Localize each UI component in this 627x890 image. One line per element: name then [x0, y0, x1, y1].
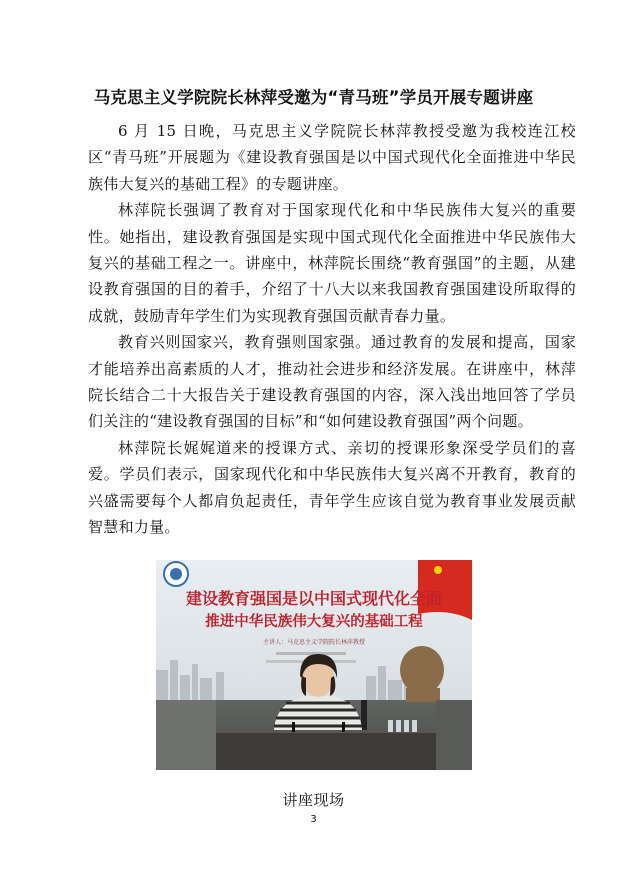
paragraph-3: 教育兴则国家兴，教育强则国家强。通过教育的发展和提高，国家才能培养出高素质的人才，推动社会进步和经济发展。在讲座中，林萍院长结合二十大报告关于建设教育强国的内容，深入浅出地回答了学员们关注的“建设教育强国的目标”和“如何建设教育强国”两个问题。	[88, 333, 576, 431]
banner-line-2: 推进中华民族伟大复兴的基础工程	[205, 613, 423, 630]
banner-line-1: 建设教育强国是以中国式现代化全面	[185, 589, 443, 608]
lecture-photo	[156, 560, 472, 770]
paragraph-2: 林萍院长强调了教育对于国家现代化和中华民族伟大复兴的重要性。她指出，建设教育强国是实现中国式现代化全面推进中华民族伟大复兴的基础工程之一。讲座中，林萍院长围绕“教育强国”的主题，从建设教育强国的目的着手，介绍了十八大以来我国教育强国建设所取得的成就，鼓励青年学生们为实现教育强国贡献青春力量。	[88, 201, 576, 325]
photo-caption: 讲座现场	[282, 791, 345, 809]
school-logo-icon	[164, 562, 188, 586]
paragraph-4: 林萍院长娓娓道来的授课方式、亲切的授课形象深受学员们的喜爱。学员们表示，国家现代化和中华民族伟大复兴离不开教育，教育的兴盛需要每个人都肩负起责任，青年学生应该自觉为教育事业发展贡献智慧和力量。	[88, 438, 576, 537]
banner-line-3: 主讲人：马克思主义学院院长林萍教授	[262, 639, 366, 646]
article-body	[88, 118, 576, 541]
lecture-photo-illustration	[156, 560, 472, 770]
page-number: 3	[310, 814, 317, 825]
lion-statue	[400, 646, 444, 702]
paragraph-1: 6 月 15 日晚，马克思主义学院院长林萍教授受邀为我校连江校区“青马班”开展题为《建设教育强国是以中国式现代化全面推进中华民族伟大复兴的基础工程》的专题讲座。	[88, 122, 576, 193]
podium	[216, 730, 436, 770]
article-title: 马克思主义学院院长林萍受邀为“青马班”学员开展专题讲座	[93, 88, 534, 107]
